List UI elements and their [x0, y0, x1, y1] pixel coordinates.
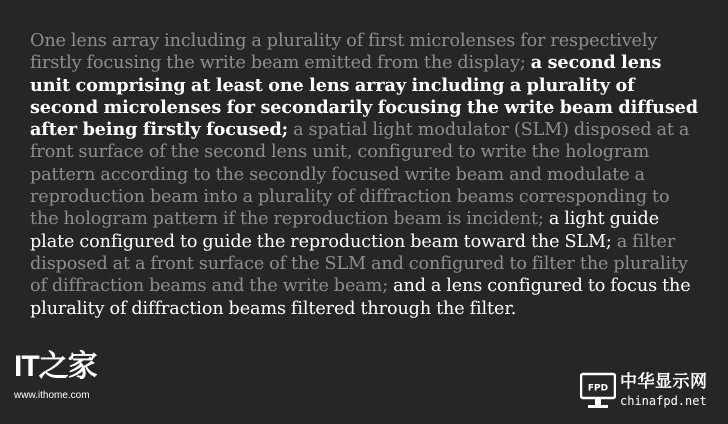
ithome-url: www.ithome.com	[14, 390, 90, 401]
claim-segment-spatial-light-modulator: a spatial light modulator (SLM) disposed at a front surface of the second lens unit, configured to write the hologram pattern according to the secondly focused write beam and modulate a reproduction beam into a plurality of diffraction beams corresponding to the hologram pattern if the reproduction beam is incident;	[30, 120, 690, 230]
claim-segment-light-guide-plate: a light guide plate configured to guide the reproduction beam toward the SLM;	[30, 209, 660, 252]
chinafpd-watermark	[580, 372, 722, 416]
patent-claim-text	[30, 30, 702, 320]
claim-segment-focusing-lens: and a lens configured to focus the plurality of diffraction beams filtered through the filter.	[30, 276, 691, 319]
ithome-watermark	[14, 352, 114, 404]
ithome-logo: IT之家	[14, 350, 97, 383]
monitor-icon	[580, 372, 616, 412]
chinafpd-url: chinafpd.net	[620, 394, 707, 408]
chinafpd-name: 中华显示网	[620, 372, 708, 392]
claim-segment-display-lens-array: One lens array including a plurality of first microlenses for respectively firstly focusing the write beam emitted from the display;	[30, 31, 658, 74]
claim-segment-second-lens-unit: a second lens unit comprising at least one lens array including a plurality of second microlenses for secondarily focusing the write beam diffused after being firstly focused;	[30, 52, 698, 141]
fpd-badge: FPD	[587, 383, 609, 394]
claim-segment-filter: a filter disposed at a front surface of the SLM and configured to filter the plurality of diffraction beams and the write beam;	[30, 231, 688, 297]
